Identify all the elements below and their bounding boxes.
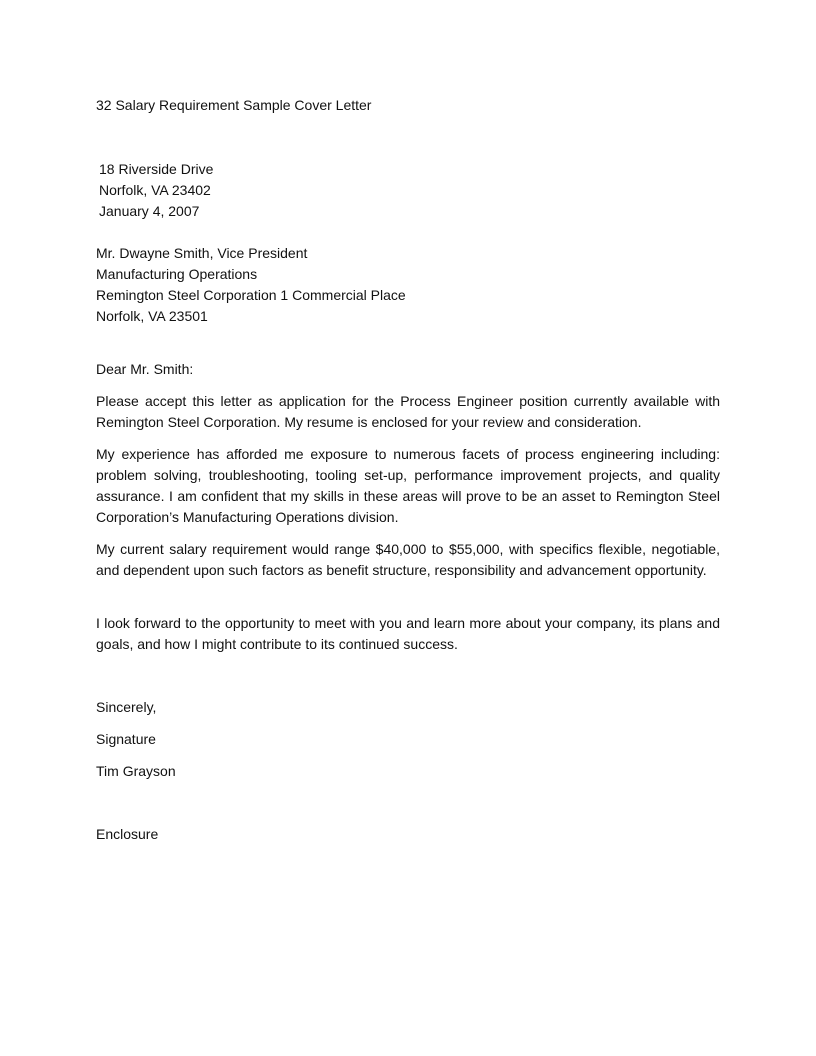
paragraph-application: Please accept this letter as application for the Process Engineer position currently available with Remington Steel Corporation. My resume is enclosed for your review and consideration. — [96, 393, 720, 430]
recipient-city: Norfolk, VA 23501 — [96, 308, 208, 324]
recipient-name: Mr. Dwayne Smith, Vice President — [96, 245, 308, 261]
document-title: 32 Salary Requirement Sample Cover Letter — [96, 97, 372, 113]
salutation: Dear Mr. Smith: — [96, 361, 194, 377]
recipient-company-address: Remington Steel Corporation 1 Commercial Place — [96, 287, 406, 303]
signature: Signature — [96, 731, 156, 747]
sender-name: Tim Grayson — [96, 763, 176, 779]
paragraph-experience: My experience has afforded me exposure to numerous facets of process engineering including: problem solving, troubleshooting, tooling set-up, performance improvement projects, and quality assurance. I am confident that my skills in these areas will prove to be an asset to Remington Steel Corporation’s Manufacturing Operations division. — [96, 446, 720, 525]
closing: Sincerely, — [96, 699, 157, 715]
letter-date: January 4, 2007 — [99, 203, 200, 219]
recipient-department: Manufacturing Operations — [96, 266, 258, 282]
enclosure-note: Enclosure — [96, 826, 159, 842]
paragraph-closing: I look forward to the opportunity to meet with you and learn more about your company, its plans and goals, and how I might contribute to its continued success. — [96, 615, 720, 652]
paragraph-salary: My current salary requirement would range $40,000 to $55,000, with specifics flexible, negotiable, and dependent upon such factors as benefit structure, responsibility and advancement opportunity. — [96, 541, 720, 578]
sender-address-line-2: Norfolk, VA 23402 — [99, 182, 211, 198]
sender-address-line-1: 18 Riverside Drive — [99, 161, 214, 177]
